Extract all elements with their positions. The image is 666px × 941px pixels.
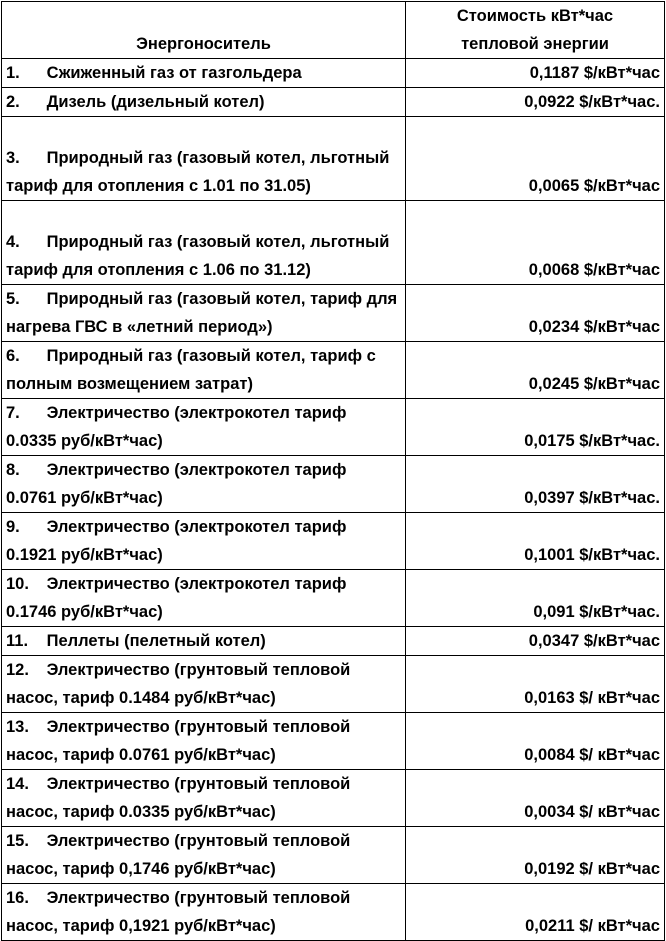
cost-cell: 0,0065 $/кВт*час (406, 117, 665, 201)
energy-name-cell (2, 342, 406, 399)
cost-cell: 0,1187 $/кВт*час (406, 59, 665, 88)
energy-name-cell (2, 570, 406, 627)
cost-cell: 0,0034 $/ кВт*час (406, 770, 665, 827)
energy-name: Пеллеты (пелетный котел) (46, 632, 266, 650)
energy-name: Электричество (грунтовый тепловой насос, тариф 0,1746 руб/кВт*час) (6, 832, 351, 878)
energy-name-cell (2, 456, 406, 513)
energy-name: Электричество (грунтовый тепловой насос, тариф 0,1921 руб/кВт*час) (6, 889, 351, 935)
energy-name: Природный газ (газовый котел, тариф для нагрева ГВС в «летний период») (6, 290, 398, 336)
row-number: 9. (6, 518, 20, 536)
table-row (2, 513, 665, 570)
energy-name: Электричество (грунтовый тепловой насос, тариф 0.0761 руб/кВт*час) (6, 718, 351, 764)
row-number: 14. (6, 775, 29, 793)
energy-name-cell (2, 59, 406, 88)
cost-cell: 0,1001 $/кВт*час. (406, 513, 665, 570)
energy-name: Электричество (грунтовый тепловой насос, тариф 0.0335 руб/кВт*час) (6, 775, 351, 821)
energy-cost-table (1, 1, 665, 941)
row-number: 7. (6, 404, 20, 422)
energy-name: Природный газ (газовый котел, льготный тариф для отопления с 1.06 по 31.12) (6, 233, 390, 279)
cost-cell: 0,0234 $/кВт*час (406, 285, 665, 342)
energy-name: Электричество (электрокотел тариф 0.1746 руб/кВт*час) (6, 575, 347, 621)
cost-cell: 0,0068 $/кВт*час (406, 201, 665, 285)
energy-name-cell (2, 627, 406, 656)
energy-name-cell (2, 399, 406, 456)
energy-name: Природный газ (газовый котел, льготный тариф для отопления с 1.01 по 31.05) (6, 149, 390, 195)
row-number: 6. (6, 347, 20, 365)
energy-name-cell (2, 884, 406, 941)
energy-name: Электричество (грунтовый тепловой насос, тариф 0.1484 руб/кВт*час) (6, 661, 351, 707)
header-cost (406, 2, 665, 59)
table-row (2, 570, 665, 627)
row-number: 13. (6, 718, 29, 736)
table-row (2, 285, 665, 342)
table-row (2, 884, 665, 941)
cost-cell: 0,0211 $/ кВт*час (406, 884, 665, 941)
header-cost-line1: Стоимость кВт*час (456, 7, 614, 25)
cost-cell: 0,0922 $/кВт*час. (406, 88, 665, 117)
energy-name: Электричество (электрокотел тариф 0.0335 руб/кВт*час) (6, 404, 347, 450)
energy-name-cell (2, 827, 406, 884)
cost-cell: 0,0175 $/кВт*час. (406, 399, 665, 456)
energy-name: Дизель (дизельный котел) (46, 93, 265, 111)
table-row (2, 201, 665, 285)
row-number: 4. (6, 233, 20, 251)
cost-cell: 0,0084 $/ кВт*час (406, 713, 665, 770)
table-row (2, 399, 665, 456)
cost-cell: 0,0397 $/кВт*час. (406, 456, 665, 513)
table-row (2, 59, 665, 88)
cost-cell: 0,0245 $/кВт*час (406, 342, 665, 399)
energy-name-cell (2, 656, 406, 713)
table-row (2, 456, 665, 513)
table-row (2, 827, 665, 884)
table-row (2, 342, 665, 399)
row-number: 5. (6, 290, 20, 308)
energy-name-cell (2, 713, 406, 770)
row-number: 1. (6, 64, 20, 82)
energy-name: Сжиженный газ от газгольдера (46, 64, 302, 82)
row-number: 10. (6, 575, 29, 593)
row-number: 16. (6, 889, 29, 907)
energy-name-cell (2, 88, 406, 117)
energy-name-cell (2, 117, 406, 201)
row-number: 12. (6, 661, 29, 679)
table-header-row (2, 2, 665, 59)
row-number: 3. (6, 149, 20, 167)
header-energy-carrier: Энергоноситель (2, 2, 406, 59)
table-row (2, 627, 665, 656)
energy-name-cell (2, 285, 406, 342)
table-row (2, 88, 665, 117)
row-number: 8. (6, 461, 20, 479)
table-row (2, 770, 665, 827)
row-number: 11. (6, 632, 29, 650)
energy-name: Природный газ (газовый котел, тариф с полным возмещением затрат) (6, 347, 376, 393)
cost-cell: 0,0192 $/ кВт*час (406, 827, 665, 884)
header-cost-line2: тепловой энергии (461, 35, 609, 53)
cost-cell: 0,0347 $/кВт*час (406, 627, 665, 656)
energy-name-cell (2, 513, 406, 570)
energy-name-cell (2, 201, 406, 285)
table-row (2, 117, 665, 201)
cost-cell: 0,0163 $/ кВт*час (406, 656, 665, 713)
row-number: 15. (6, 832, 29, 850)
energy-name: Электричество (электрокотел тариф 0.0761 руб/кВт*час) (6, 461, 347, 507)
energy-name-cell (2, 770, 406, 827)
energy-name: Электричество (электрокотел тариф 0.1921 руб/кВт*час) (6, 518, 347, 564)
cost-cell: 0,091 $/кВт*час. (406, 570, 665, 627)
table-row (2, 656, 665, 713)
table-row (2, 713, 665, 770)
row-number: 2. (6, 93, 20, 111)
